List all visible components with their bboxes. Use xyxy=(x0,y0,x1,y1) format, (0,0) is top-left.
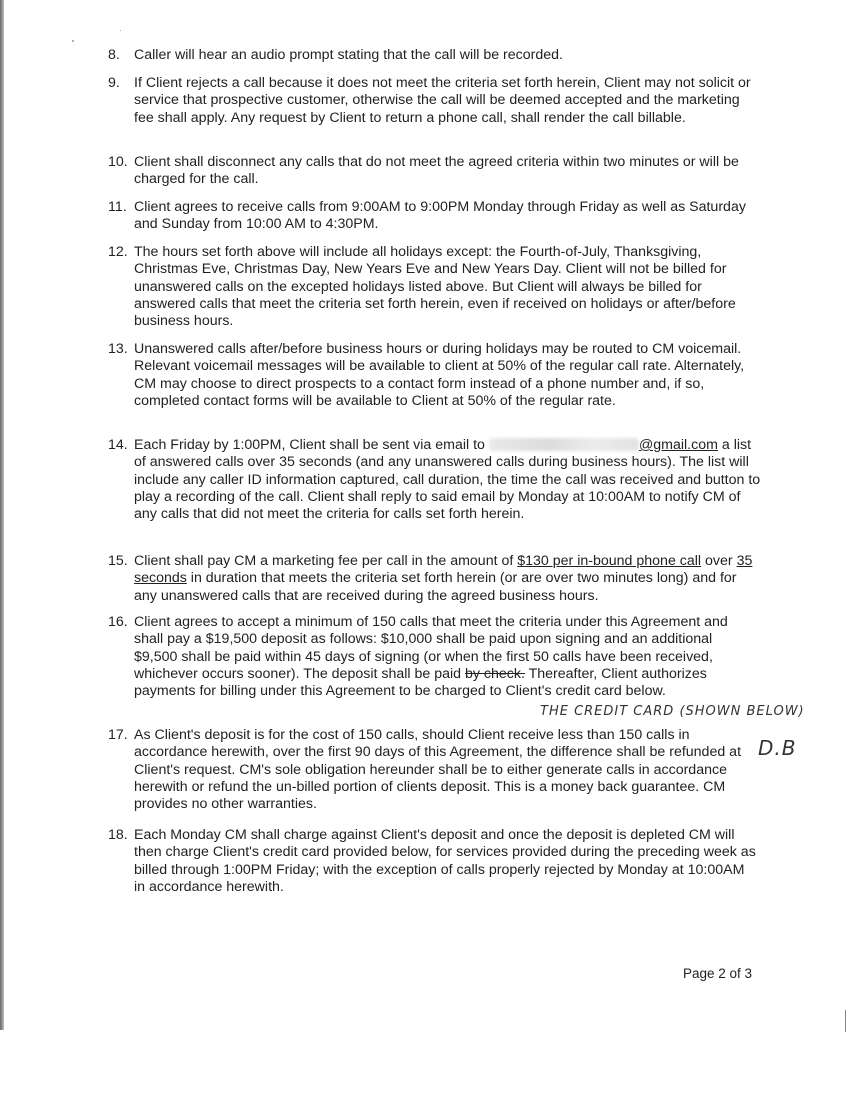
clause-number: 11. xyxy=(108,199,127,215)
clause-number: 12. xyxy=(108,244,128,260)
clause-text xyxy=(134,553,753,605)
clause-text xyxy=(134,437,763,523)
page-number: Page 2 of 3 xyxy=(683,966,753,981)
clause-8 xyxy=(108,47,768,64)
fee-amount: $130 per in-bound phone call xyxy=(517,553,702,569)
clause-text: As Client's deposit is for the cost of 150 calls, should Client receive less than 150 calls in accordance herewith, over the first 90 days of this Agreement, the difference shall be refunded at Client's request. CM's sole obligation hereunder shall be to either generate calls in accordance herewith or refund the un-billed portion of clients deposit. This is a money back guarantee. CM provides no other warranties. xyxy=(134,727,742,813)
clause-10 xyxy=(108,154,748,189)
email-domain: @gmail.com xyxy=(638,437,718,453)
clause-text-part: Each Friday by 1:00PM, Client shall be sent via email to xyxy=(134,437,485,453)
clause-number: 17. xyxy=(108,727,128,743)
clause-text-part: a list of answered calls over 35 seconds (and any unanswered calls during business hours). The list will include any caller ID information captured, call duration, the time the call was received and button to play a recording of the call. Client shall reply to said email by Monday at 10:00AM to notify CM of any calls that did not meet the criteria for calls set forth herein. xyxy=(134,437,761,523)
clause-11 xyxy=(108,199,748,234)
struck-text: by check. xyxy=(464,665,525,682)
clause-13 xyxy=(108,341,758,410)
clause-number: 13. xyxy=(108,341,128,357)
clause-9 xyxy=(108,75,753,127)
clause-18 xyxy=(108,827,758,896)
clause-number: 16. xyxy=(108,614,128,630)
clause-15 xyxy=(108,553,753,605)
clause-number: 10. xyxy=(108,154,128,170)
clause-text: If Client rejects a call because it does not meet the criteria set forth herein, Client may not solicit or service that prospective customer, otherwise the call will be deemed accepted and the marketing fee shall apply. Any request by Client to return a phone call, shall render the call billable. xyxy=(134,75,751,126)
clause-17 xyxy=(108,727,748,813)
clause-number: 15. xyxy=(108,553,128,569)
clause-number: 14. xyxy=(108,437,128,453)
duration-threshold: 35 seconds xyxy=(134,553,753,587)
clause-text: Client agrees to receive calls from 9:00AM to 9:00PM Monday through Friday as well as Saturday and Sunday from 10:00 AM to 4:30PM. xyxy=(134,199,746,233)
clause-text: Each Monday CM shall charge against Client's deposit and once the deposit is depleted CM will then charge Client's credit card provided below, for services provided during the preceding week as billed through 1:00PM Friday; with the exception of calls properly rejected by Monday at 10:00AM in accordance herewith. xyxy=(134,827,756,895)
clause-number: 8. xyxy=(108,47,120,63)
clause-text: The hours set forth above will include all holidays except: the Fourth-of-July, Thanksgiving, Christmas Eve, Christmas Day, New Years Eve and New Years Day. Client will not be billed for unanswered calls on the excepted holidays listed above. But Client will always be billed for answered calls that meet the criteria set forth herein, even if received on holidays or after/before business hours. xyxy=(134,244,736,330)
clause-text: Client shall disconnect any calls that do not meet the agreed criteria within two minutes or will be charged for the call. xyxy=(134,154,739,188)
clause-text-part: Client agrees to accept a minimum of 150 calls that meet the criteria under this Agreement and shall pay a $19,500 deposit as follows: $10,000 shall be paid upon signing and an additional $9,500 shall be paid within 45 days of signing (or when the first 50 calls have been received, whichever occurs sooner). The deposit shall be paid xyxy=(134,614,728,682)
clause-text: Unanswered calls after/before business hours or during holidays may be routed to CM voicemail. Relevant voicemail messages will be available to client at 50% of the regular call rate. Alternately, CM may choose to direct prospects to a contact form instead of a phone number and, if so, completed contact forms will be available to Client at 50% of the regular rate. xyxy=(134,341,745,409)
clause-text-part: over xyxy=(705,553,733,569)
clause-text: Caller will hear an audio prompt stating that the call will be recorded. xyxy=(134,47,563,63)
handwritten-note: THE CREDIT CARD (SHOWN BELOW) xyxy=(540,704,805,719)
clause-12 xyxy=(108,244,758,330)
handwritten-initials: D.B xyxy=(758,736,797,760)
clause-text xyxy=(134,614,748,700)
clause-16 xyxy=(108,614,748,700)
clause-number: 18. xyxy=(108,827,128,843)
clause-number: 9. xyxy=(108,75,120,91)
clause-text-part: in duration that meets the criteria set forth herein (or are over two minutes long) and for any unanswered calls that are received during the agreed business hours. xyxy=(134,570,737,604)
clause-text-part: Client shall pay CM a marketing fee per call in the amount of xyxy=(134,553,514,569)
clause-text-part: Thereafter, Client authorizes payments for billing under this Agreement to be charged to Client's credit card below. xyxy=(134,665,707,700)
clause-14 xyxy=(108,437,763,523)
redacted-email xyxy=(489,438,639,451)
